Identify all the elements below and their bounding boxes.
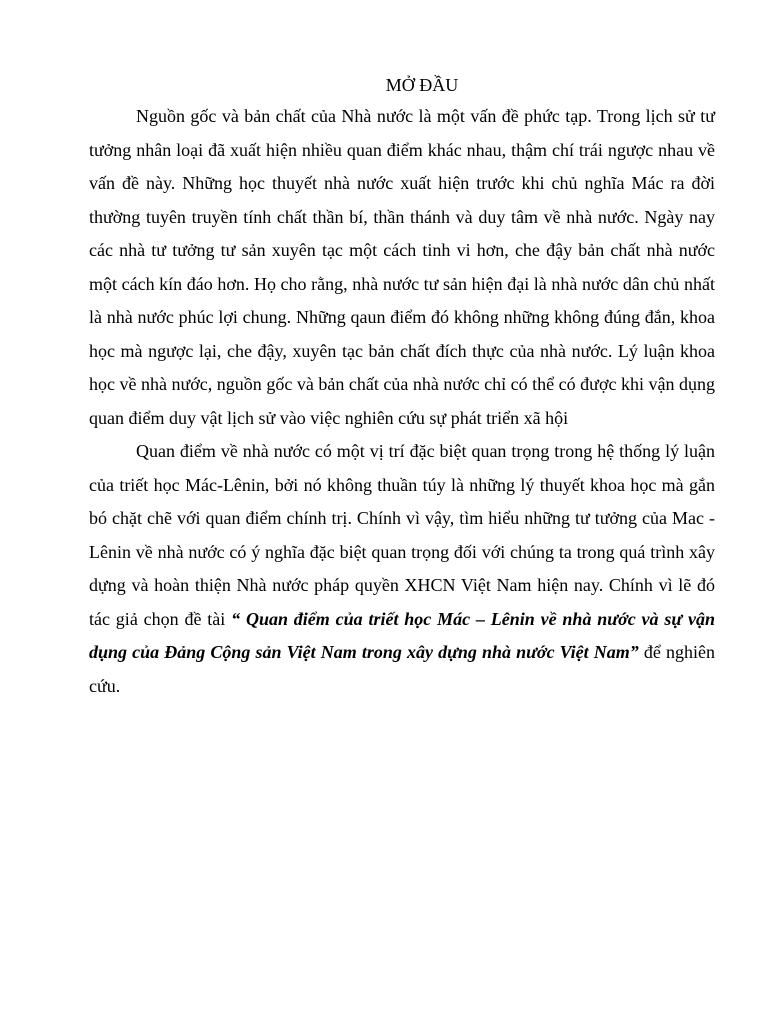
section-heading: MỞ ĐẦU: [385, 75, 459, 95]
paragraph-2: [89, 435, 715, 703]
paragraph-2-text-before: Quan điểm về nhà nước có một vị trí đặc biệt quan trọng trong hệ thống lý luận của triết học Mác-Lênin, bởi nó không thuần túy là những lý thuyết khoa học mà gắn bó chặt chẽ với quan điểm chính trị. Chính vì vậy, tìm hiểu những tư tưởng của Mac - Lênin về nhà nước có ý nghĩa đặc biệt quan trọng đối với chúng ta trong quá trình xây dựng và hoàn thiện Nhà nước pháp quyền XHCN Việt Nam hiện nay. Chính vì lẽ đó tác giả chọn đề tài: [89, 441, 715, 629]
document-page: [89, 70, 715, 703]
thesis-topic-title: “ Quan điểm của triết học Mác – Lênin về nhà nước và sự vận dụng của Đảng Cộng sản Việt Nam trong xây dựng nhà nước Việt Nam”: [89, 608, 715, 662]
paragraph-2-text-after: để nghiên cứu.: [89, 642, 715, 696]
paragraph-1: Nguồn gốc và bản chất của Nhà nước là một vấn đề phức tạp. Trong lịch sử tư tưởng nhân loại đã xuất hiện nhiều quan điểm khác nhau, thậm chí trái ngược nhau về vấn đề này. Những học thuyết nhà nước xuất hiện trước khi chủ nghĩa Mác ra đời thường tuyên truyền tính chất thần bí, thần thánh và duy tâm về nhà nước. Ngày nay các nhà tư tưởng tư sản xuyên tạc một cách tinh vi hơn, che đậy bản chất nhà nước một cách kín đáo hơn. Họ cho rằng, nhà nước tư sản hiện đại là nhà nước dân chủ nhất là nhà nước phúc lợi chung. Những qaun điểm đó không những không đúng đắn, khoa học mà ngược lại, che đậy, xuyên tạc bản chất đích thực của nhà nước. Lý luận khoa học về nhà nước, nguồn gốc và bản chất của nhà nước chỉ có thể có được khi vận dụng quan điểm duy vật lịch sử vào việc nghiên cứu sự phát triển xã hội: [89, 106, 715, 428]
